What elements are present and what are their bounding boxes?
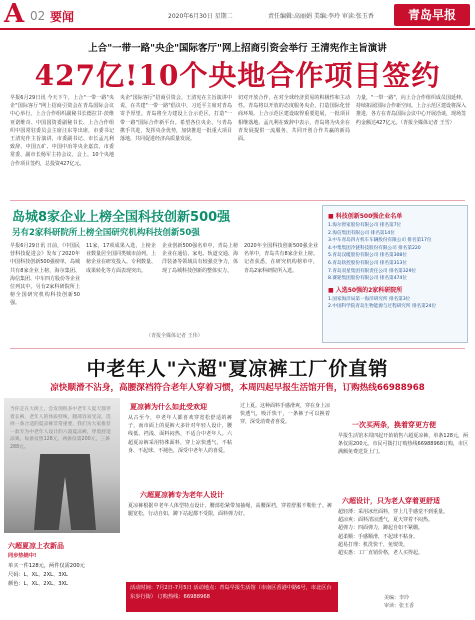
list-item: 2.中国科学院青岛生物能源与过程研究所 排名第24位 [328, 304, 437, 310]
promo-price: 单买一件128元，两件仅需200元 [8, 563, 85, 569]
list-item: 超易打理：机洗快干，免熨烫。 [338, 541, 409, 548]
list-item: 2.海信集团有限公司 排名第14位 [328, 230, 395, 236]
story1-col-2: 央企"国际客厅"招商引资会。王清宪在主旨演讲中说，在共建"一带一路"倡议中，习近平主席对青岛寄予厚望。青岛将全力建设上合示范区，打造"一带一路"国际合作新平台。希望各位央企、与青岛携手共进，发挥央企优势，加快推进一批重大项目落地，共同促进经济高质量发展。 [120, 95, 232, 143]
list-item: 超轻薄：采用冰丝面料，穿上几乎感觉不到重量。 [338, 509, 449, 515]
list-item: 超凉爽：面料清凉透气，夏天穿着不闷热。 [338, 517, 434, 524]
story1-col-1: 早报6月29日讯 今天下午，上合"一带一路"央企"国际客厅"网上招商引资会在青岛国际会议中心举行。上合合作组织副秘书长德拉甘·茨维亚诺维奇、中国国资委副秘书长、上合合作组织中国常驻委员会主席汪东等出席，市委书记王清宪作主旨演讲，市委副书记、市长孟凡利致辞。中国五矿、中国中冶等央企嘉宾、市委常委、副市长杨军主持会议。会上，10个央地合作项目签约，总投资427亿元。 [10, 95, 114, 167]
list-item: 3.中车青岛四方机车车辆股份有限公司 排名第17位 [328, 238, 432, 244]
ranking-sidebar [322, 205, 468, 343]
page-number: 02 [30, 9, 46, 23]
pants-image [34, 454, 96, 530]
newspaper-logo: 青岛早报 [394, 4, 470, 26]
story2-col-3: 企业创新500强名单中，青岛上榜企业在通信、家电、轨道交通、海洋装备等领域具有较强竞争力，体现了岛城科技创新的整体实力。 [162, 243, 238, 274]
sidebar-heading-institutes: ■ 入选50强的2家科研院所 [328, 286, 403, 294]
footer-editor: 美编：李玲 [384, 595, 410, 601]
section-letter: A [4, 0, 25, 29]
sidebar-heading-companies: ■ 科技创新500强企业名单 [328, 213, 403, 220]
promo-color: 颜色：L、XL、2XL、3XL [8, 581, 68, 587]
story2-col-2: 11家，17项成果入选，上榜企业数量居全国同类城市前列。上榜企业在研发投入、专利数量、成果转化等方面表现突出。 [86, 243, 156, 274]
section-heading: 夏凉裤为什么如此受欢迎 [130, 403, 207, 411]
story3-col-d: 早报生活馆本周四起开始销售六超夏凉裤，单条128元，两条仅需200元。市民可拨打订购热线66988968订购，市区满额免费送货上门。 [338, 433, 468, 456]
section-name: 要闻 [50, 10, 75, 24]
story3-col-c: 过上夏。这种面料手感滑爽，穿在身上凉快透气，吸汗快干，一条裤子可以换着穿，深受消费者喜爱。 [240, 403, 330, 426]
list-item: 1.国家海洋局第一海洋研究所 排名第3位 [328, 296, 411, 302]
list-item: 8.赛轮集团股份有限公司 排名第474位 [328, 276, 407, 282]
story1-col-4: 力量，"一带一路"，向上合合作组织成员国延伸，持续拓展国际合作新空间。上合示范区建设将深入推进，各方在青岛国际会议中心开展洽谈，现场签约金额达427亿元。（青报全媒体记者 王雪） [356, 95, 466, 126]
story3-col-b: 夏凉裤根据中老年人体型特点设计，腰部松紧带加抽绳，高腰深裆，穿着舒服不勒肚子。裤腿宽松，行动自如，蹲下站起都不受限，面料弹力好。 [128, 503, 332, 518]
list-item: 1.海尔智家股份有限公司 排名第7位 [328, 223, 402, 228]
product-photo [4, 398, 120, 533]
page-footer [384, 594, 469, 610]
story1-subtitle: 上合"一带一路"央企"国际客厅"网上招商引资会举行 王清宪作主旨演讲 [88, 43, 387, 54]
divider [10, 348, 465, 349]
photo-caption-text: 当你走在大街上，会发现很多中老年人夏天都穿着长裤，老年人的体质特殊，腿部容易受凉，选择一条合适的夏凉裤非常重要，我们为大家推荐一款专为中老年人设计的六超夏凉裤，穿着舒适凉爽。每条仅售128元，两条仅需200元，三条288元。 [10, 407, 111, 450]
story2-col-4: 2020年全国科技创新500强企业名单中，青岛共有8家企业上榜。记者获悉，在研究机构榜单中，青岛2家科研院所入选。 [244, 243, 318, 274]
list-item: 超柔顺：手感顺滑，不起球不粘身。 [338, 533, 419, 540]
story3-col-a: 从古至今，中老年人都喜欢穿宽松舒适的裤子，而市面上的夏裤大多针对年轻人设计，腰线低、裆浅、面料闷热，不适合中老年人。六超夏凉裤采用特殊面料，穿上凉快透气、不粘身、不起球、不褪色，深受中老年人的喜爱。 [128, 415, 232, 454]
story2-subtitle: 另有2家科研院所上榜全国研究机构科技创新50强 [12, 228, 200, 238]
promo-size: 尺码：L、XL、2XL、3XL [8, 572, 68, 578]
story1-col-3: 切对开放合作，在对全球经济贸易的积极性和主动性。青岛将以开放的态度服务央企，打造国际化营商环境。上合示范区建设取得重要进展，一批项目相继落地。孟凡利在致辞中表示，青岛将为央企在青发展提供一流服务，共同开创合作共赢的新局面。 [238, 95, 350, 143]
list-item: 7.青岛双星集团有限责任公司 排名第329位 [328, 268, 417, 274]
promo-title: 六超夏凉上衣新品 [8, 542, 64, 550]
list-item: 6.青岛软控股份有限公司 排名第313位 [328, 260, 407, 266]
section-heading: 六超设计，只为老人穿着更舒适 [342, 497, 440, 505]
event-info-box: 活动时间：7月2日-7月5日 活动地点：青岛早报生活馆（市南区香港中路6号，市北区台东步行街） 订购热线：66988968 [126, 582, 338, 612]
section-heading: 六超夏凉裤专为老年人设计 [140, 491, 224, 499]
divider [10, 200, 465, 201]
list-item: 超弹力：四面弹力，蹲起自如不紧绷。 [338, 525, 424, 532]
story3-subtitle: 凉快顺滑不沾身，高腰深裆符合老年人穿着习惯，本周四起早报生活馆开售，订购热线66988968 [50, 383, 425, 393]
list-item: 5.青岛汉缆股份有限公司 排名第308位 [328, 253, 407, 259]
editor-credits: 责任编辑:高丽娟 美编:李玲 审读:张玉香 [268, 13, 374, 20]
story1-headline: 427亿!10个央地合作项目签约 [34, 59, 441, 92]
story3-headline: 中老年人"六超"夏凉裤工厂价直销 [86, 358, 389, 380]
page-header [0, 0, 475, 30]
section-heading: 一次买两条，换着穿更方便 [352, 421, 436, 429]
list-item: 4.中集集团冷链科技股份有限公司 排名第220 [328, 245, 421, 251]
list-item: 超实惠：工厂直销价格，老人买得起。 [338, 550, 424, 557]
promo-subtitle: 同步热销中! [8, 553, 37, 559]
feature-list [338, 508, 468, 588]
issue-date: 2020年6月30日 星期二 [168, 13, 233, 20]
story2-headline: 岛城8家企业上榜全国科技创新500强 [12, 210, 231, 225]
story2-byline: （青报全媒体记者 王伟） [146, 333, 203, 339]
footer-reader: 审读：张玉香 [384, 603, 415, 609]
story2-col-1: 早报6月29日讯 日前，《中国民营科技促进会》发布了2020年中国科技创新500强榜单，岛城共有8家企业上榜，海尔集团、海信集团、中车四方股份等企业位列其中。另有2家科研院所上榜全国研究机构科技创新50强。 [10, 243, 80, 307]
